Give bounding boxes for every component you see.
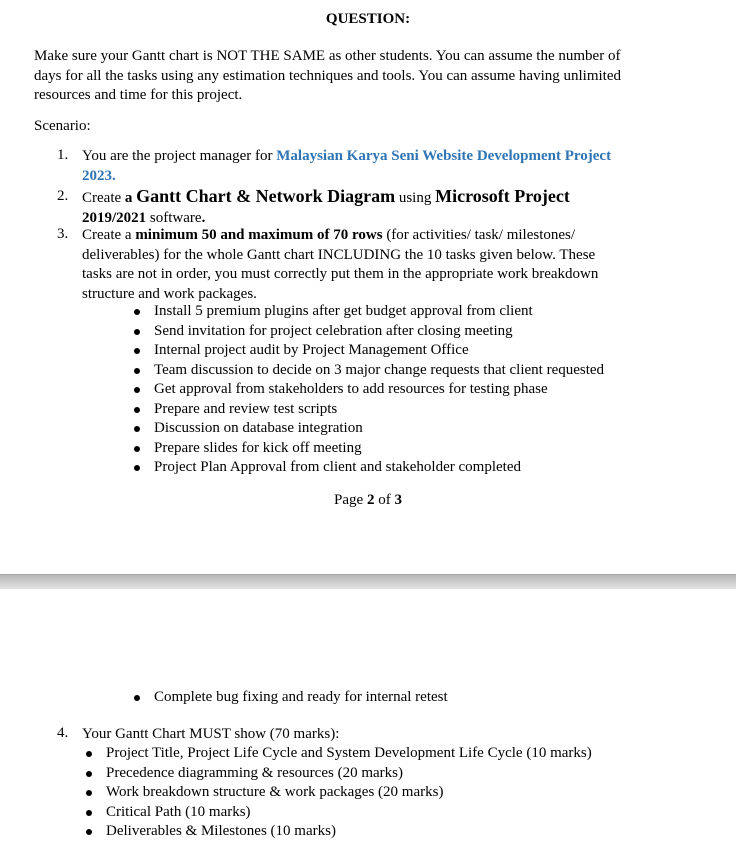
task-item: Team discussion to decide on 3 major change requests that client requested — [154, 361, 604, 381]
item-2-dot: . — [201, 210, 206, 226]
task-item: Send invitation for project celebration after closing meeting — [154, 322, 604, 342]
gantt-network-text: Gantt Chart & Network Diagram — [136, 186, 396, 206]
ms-project-version: 2019/2021 — [82, 210, 147, 226]
item-2-using: using — [395, 190, 436, 206]
task-item: Complete bug fixing and ready for internal retest — [154, 688, 448, 708]
task-list-continued — [154, 688, 448, 708]
page-separator — [0, 574, 736, 589]
ms-project-text: Microsoft Project — [435, 186, 570, 206]
item-1-text: You are the project manager for — [82, 148, 277, 164]
scenario-label: Scenario: — [34, 118, 91, 134]
page-total: 3 — [394, 492, 402, 508]
intro-paragraph — [34, 47, 621, 106]
intro-line-1: Make sure your Gantt chart is NOT THE SAME as other students. You can assume the number of — [34, 48, 621, 64]
item-4-text: Your Gantt Chart MUST show (70 marks): — [82, 726, 340, 742]
marks-item: Deliverables & Milestones (10 marks) — [106, 822, 592, 842]
task-item: Install 5 premium plugins after get budget approval from client — [154, 302, 604, 322]
question-heading: QUESTION: — [325, 11, 411, 27]
page-of-word: of — [374, 492, 395, 508]
item-3-line-3: tasks are not in order, you must correctly put them in the appropriate work breakdown — [82, 266, 599, 282]
item-3-number: 3. — [57, 226, 69, 242]
task-item: Prepare and review test scripts — [154, 400, 604, 420]
page-number — [0, 492, 736, 509]
item-3-create: Create a — [82, 227, 136, 243]
row-limit-text: minimum 50 and maximum of 70 rows — [135, 227, 383, 243]
task-item: Discussion on database integration — [154, 419, 604, 439]
marks-item: Critical Path (10 marks) — [106, 803, 592, 823]
item-3-line-4: structure and work packages. — [82, 285, 257, 302]
marks-item: Precedence diagramming & resources (20 marks) — [106, 764, 592, 784]
marks-list — [106, 744, 592, 842]
intro-line-3: resources and time for this project. — [34, 87, 243, 103]
item-2-create: Create — [82, 190, 125, 206]
item-3-line-1-rest: (for activities/ task/ milestones/ — [382, 227, 576, 243]
item-4-number: 4. — [57, 725, 69, 741]
task-item: Get approval from stakeholders to add resources for testing phase — [154, 380, 604, 400]
item-1-number: 1. — [57, 147, 69, 163]
project-year: 2023. — [82, 167, 116, 184]
item-2-number: 2. — [57, 188, 69, 204]
task-item: Internal project audit by Project Management Office — [154, 341, 604, 361]
task-item: Prepare slides for kick off meeting — [154, 439, 604, 459]
item-2-a: a — [124, 190, 137, 206]
project-name: Malaysian Karya Seni Website Development Project — [276, 148, 612, 164]
intro-line-2: days for all the tasks using any estimation techniques and tools. You can assume having unlimited — [34, 67, 621, 84]
page-word: Page — [334, 492, 367, 508]
item-3-line-2: deliverables) for the whole Gantt chart INCLUDING the 10 tasks given below. These — [82, 246, 596, 263]
task-item: Project Plan Approval from client and stakeholder completed — [154, 458, 604, 478]
page-current: 2 — [366, 492, 375, 508]
task-list — [154, 302, 604, 478]
marks-item: Project Title, Project Life Cycle and System Development Life Cycle (10 marks) — [106, 744, 592, 764]
marks-item: Work breakdown structure & work packages (20 marks) — [106, 783, 592, 803]
item-2-software: software — [146, 210, 202, 226]
